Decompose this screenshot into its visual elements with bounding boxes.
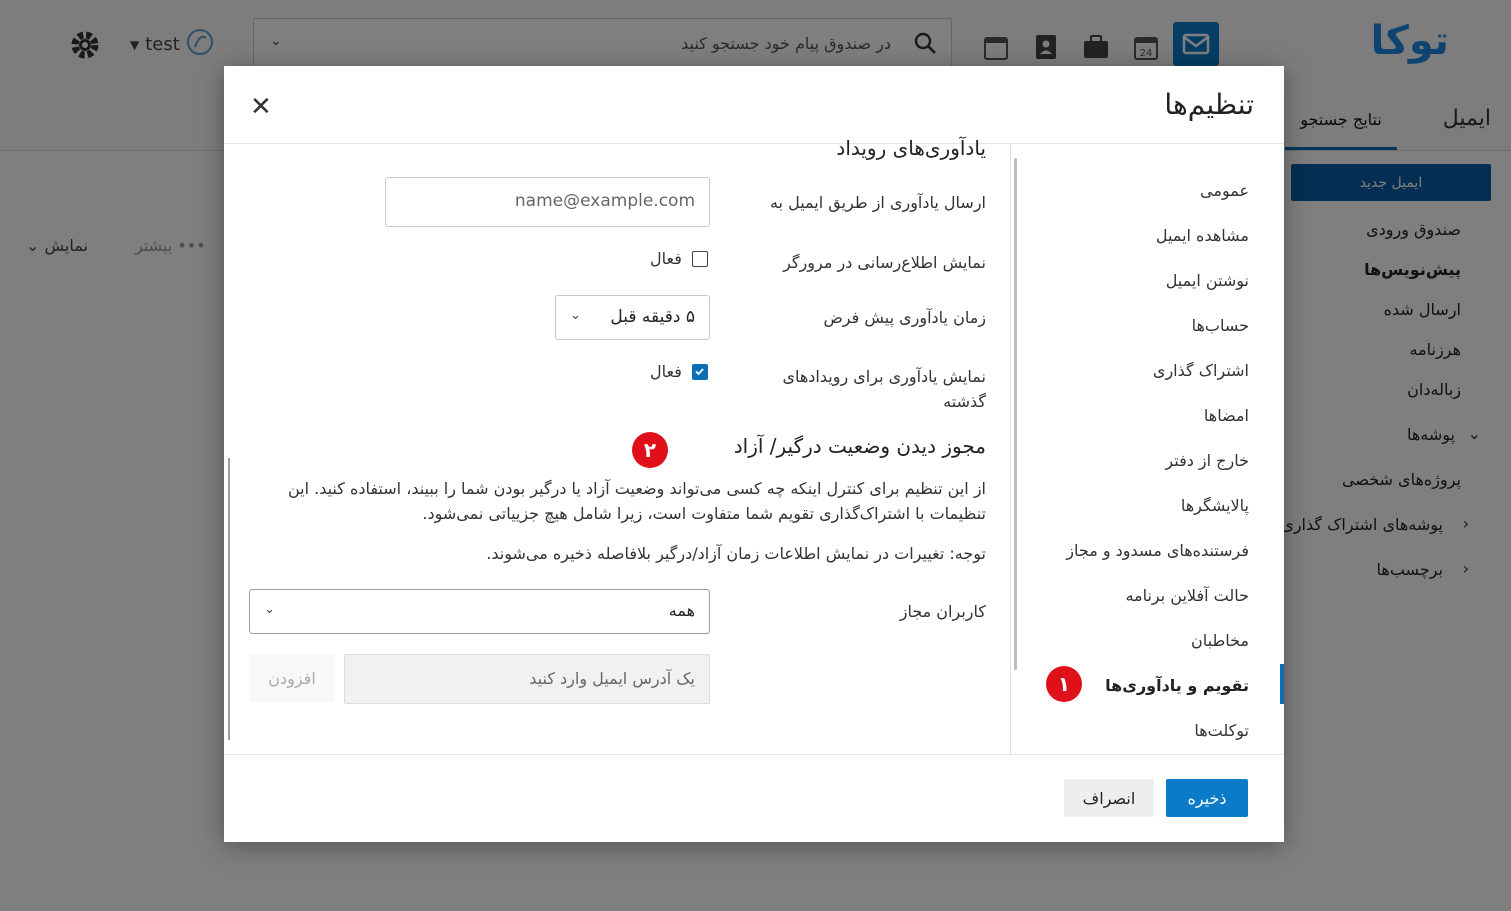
nav-view-email[interactable]: مشاهده ایمیل xyxy=(1155,226,1249,245)
chevron-down-icon: ⌄ xyxy=(570,308,581,323)
checkbox-checked[interactable] xyxy=(692,364,708,380)
email-placeholder: name@example.com xyxy=(514,191,695,211)
nav-accounts[interactable]: حساب‌ها xyxy=(1191,316,1249,335)
browser-notification-label: نمایش اطلاع‌رسانی در مرورگر xyxy=(783,253,986,272)
add-email-field[interactable] xyxy=(344,654,710,704)
nav-filters[interactable]: پالایشگرها xyxy=(1180,496,1249,515)
nav-out-of-office[interactable]: خارج از دفتر xyxy=(1165,451,1249,470)
nav-calendar-reminders[interactable]: تقویم و یادآوری‌ها xyxy=(1105,676,1249,695)
nav-active-indicator xyxy=(1280,664,1284,704)
select-value: همه xyxy=(668,601,695,620)
past-events-checkbox[interactable] xyxy=(650,362,708,381)
save-button[interactable]: ذخیره xyxy=(1166,779,1248,817)
nav-contacts[interactable]: مخاطبان xyxy=(1191,631,1249,650)
nav-divider xyxy=(1010,144,1011,754)
checkbox-label: فعال xyxy=(650,249,682,268)
annotation-badge-1: ۱ xyxy=(1046,666,1082,702)
settings-modal xyxy=(224,66,1284,842)
add-email-placeholder: یک آدرس ایمیل وارد کنید xyxy=(529,669,695,688)
email-reminder-label: ارسال یادآوری از طریق ایمیل به xyxy=(769,193,986,212)
content-scrollbar[interactable] xyxy=(228,458,230,740)
nav-general[interactable]: عمومی xyxy=(1200,181,1249,200)
close-icon[interactable]: ✕ xyxy=(250,92,272,122)
nav-signatures[interactable]: امضاها xyxy=(1203,406,1249,425)
browser-notification-checkbox[interactable] xyxy=(650,249,708,268)
cancel-button[interactable]: انصراف xyxy=(1064,779,1154,817)
default-reminder-time-label: زمان یادآوری پیش فرض xyxy=(823,308,986,327)
divider xyxy=(224,143,1284,144)
divider xyxy=(224,754,1284,755)
default-reminder-time-select[interactable] xyxy=(555,295,710,340)
nav-compose-email[interactable]: نوشتن ایمیل xyxy=(1165,271,1249,290)
allowed-users-label: کاربران مجاز xyxy=(899,602,986,621)
nav-scrollbar[interactable] xyxy=(1014,158,1017,670)
reminder-email-field[interactable] xyxy=(385,177,710,227)
nav-offline-mode[interactable]: حالت آفلاین برنامه xyxy=(1125,586,1249,605)
free-busy-note: توجه: تغییرات در نمایش اطلاعات زمان آزاد/درگیر بلافاصله ذخیره می‌شوند. xyxy=(486,544,986,563)
checkbox-unchecked[interactable] xyxy=(692,251,708,267)
nav-blocked-allowed-senders[interactable]: فرستنده‌های مسدود و مجاز xyxy=(1066,541,1249,560)
nav-tokens[interactable]: توکلت‌ها xyxy=(1194,721,1249,740)
add-button[interactable]: افزودن xyxy=(249,654,335,702)
nav-sharing[interactable]: اشتراک گذاری xyxy=(1152,361,1249,380)
free-busy-description: از این تنظیم برای کنترل اینکه چه کسی می‌تواند وضعیت آزاد یا درگیر بودن شما را ببیند، استفاده کنید. این تنظیمات با اشتراک‌گذاری تقویم شما متفاوت است، زیرا شامل هیچ جزییاتی نمی‌شود. xyxy=(287,479,986,523)
chevron-down-icon: ⌄ xyxy=(264,602,275,617)
select-value: ۵ دقیقه قبل xyxy=(610,307,695,327)
past-events-reminder-label: نمایش یادآوری برای رویدادهای گذشته xyxy=(782,367,986,411)
allowed-users-select[interactable] xyxy=(249,589,710,634)
annotation-badge-2: ۲ xyxy=(632,432,668,468)
section-title-free-busy: مجوز دیدن وضعیت درگیر/ آزاد xyxy=(733,434,986,458)
checkbox-label: فعال xyxy=(650,362,682,381)
section-title-event-reminders: یادآوری‌های رویداد xyxy=(836,136,986,160)
modal-title: تنظیم‌ها xyxy=(1164,88,1254,121)
